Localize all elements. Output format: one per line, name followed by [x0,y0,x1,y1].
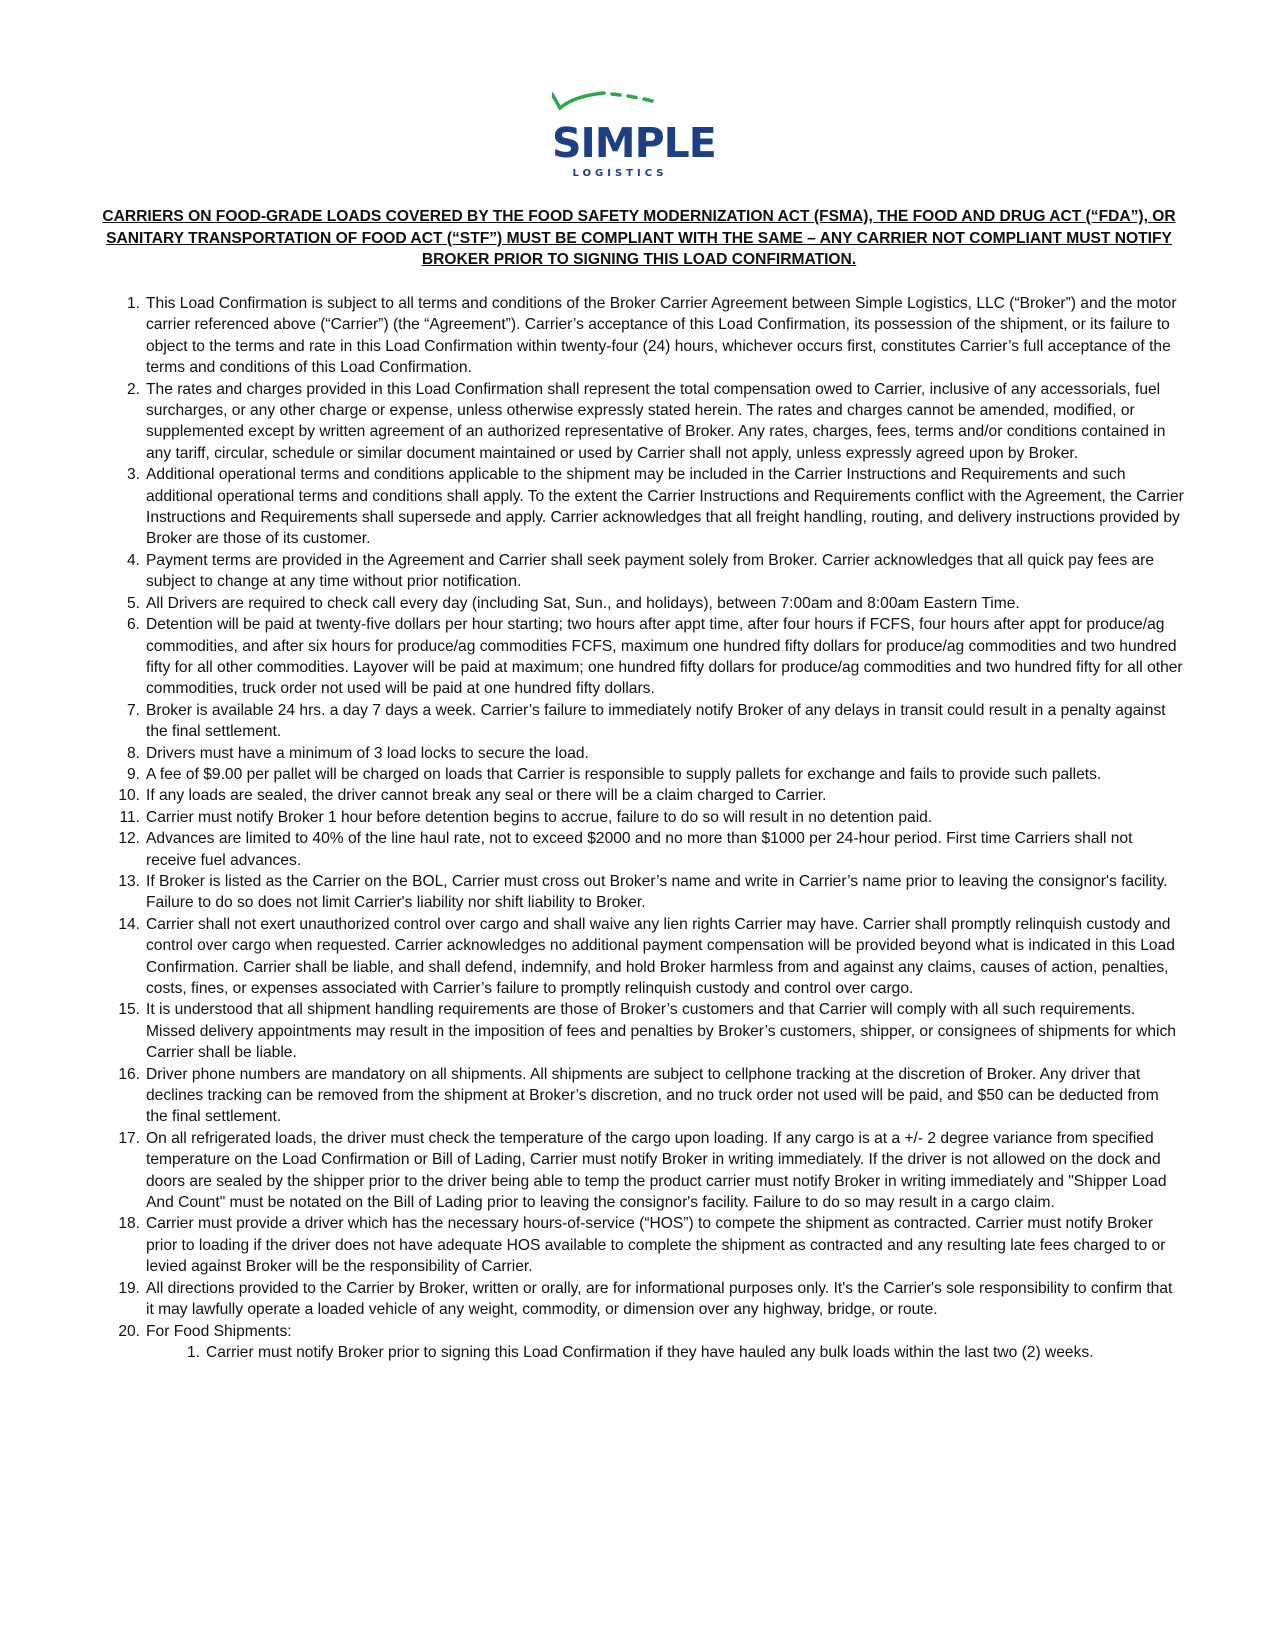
term-text: Carrier must provide a driver which has the necessary hours-of-service (“HOS”) to compete the shipment as contracted. Carrier must notify Broker prior to loading if the driver does not have adequate HOS available to complete the shipment as contracted and any resulting late fees charged to or levied against Broker will be the responsibility of Carrier. [146,1215,1166,1276]
term-number: 19. [118,1279,140,1297]
term-number: 7. [126,701,140,719]
simple-logistics-logo [552,88,716,190]
term-number: 16. [118,1065,140,1083]
term-text: Detention will be paid at twenty-five dollars per hour starting; two hours after appt time, after four hours if FCFS, four hours after appt for produce/ag commodities, and after six hours for produce/ag commodities FCFS, maximum one hundred fifty dollars for produce/ag commodities and two hundred fifty for all other commodities. Layover will be paid at maximum; one hundred fifty dollars for produce/ag commodities and two hundred fifty for all other commodities, truck order not used will be paid at one hundred fifty dollars. [146,616,1183,698]
term-item [92,293,1184,379]
term-number: 5. [126,594,140,612]
term-item [92,1213,1184,1277]
logo-wordmark: SIMPLE [552,119,716,167]
sub-term-text: Carrier must notify Broker prior to signing this Load Confirmation if they have hauled any bulk loads within the last two (2) weeks. [206,1343,1094,1361]
term-item [92,785,1184,806]
compliance-heading: CARRIERS ON FOOD-GRADE LOADS COVERED BY THE FOOD SAFETY MODERNIZATION ACT (FSMA), THE FOOD AND DRUG ACT (“FDA”), OR SANITARY TRANSPORTATION OF FOOD ACT (“STF”) MUST BE COMPLIANT WITH THE SAME – ANY CARRIER NOT COMPLIANT MUST NOTIFY BROKER PRIOR TO SIGNING THIS LOAD CONFIRMATION. [102,208,1176,268]
term-item [92,614,1184,700]
logo-tagline: LOGISTICS [572,168,668,179]
term-item [92,464,1184,550]
term-text: A fee of $9.00 per pallet will be charged on loads that Carrier is responsible to supply pallets for exchange and fails to provide such pallets. [146,765,1102,783]
term-number: 9. [126,765,140,783]
term-number: 13. [118,872,140,890]
term-text: Driver phone numbers are mandatory on all shipments. All shipments are subject to cellphone tracking at the discretion of Broker. Any driver that declines tracking can be removed from the shipment at Broker’s discretion, and no truck order not used will be paid, and $50 can be deducted from the final settlement. [146,1065,1159,1126]
term-item [92,764,1184,785]
term-number: 8. [126,744,140,762]
term-item [92,828,1184,871]
term-text: It is understood that all shipment handling requirements are those of Broker’s customers and that Carrier will comply with all such requirements. Missed delivery appointments may result in the imposition of fees and penalties by Broker’s customers, shipper, or consignees of shipments for which Carrier shall be liable. [146,1001,1176,1062]
term-number: 15. [118,1001,140,1019]
term-item [92,1128,1184,1214]
term-text: All Drivers are required to check call every day (including Sat, Sun., and holidays), between 7:00am and 8:00am Eastern Time. [146,594,1020,612]
term-text: If any loads are sealed, the driver cannot break any seal or there will be a claim charged to Carrier. [146,787,827,805]
term-number: 1. [126,295,140,312]
term-number: 18. [118,1215,140,1233]
term-text: Broker is available 24 hrs. a day 7 days a week. Carrier’s failure to immediately notify Broker of any delays in transit could result in a penalty against the final settlement. [146,701,1166,741]
term-item [92,871,1184,914]
term-item [92,550,1184,593]
sub-terms-list [146,1342,1184,1363]
term-text: For Food Shipments: [146,1322,292,1340]
term-item [92,1278,1184,1321]
term-item [92,1064,1184,1128]
sub-term-item [146,1342,1184,1363]
term-number: 2. [126,380,140,398]
term-text: This Load Confirmation is subject to all terms and conditions of the Broker Carrier Agreement between Simple Logistics, LLC (“Broker”) and the motor carrier referenced above (“Carrier”) (the “Agreement”). Carrier’s acceptance of this Load Confirmation, its possession of the shipment, or its failure to object to the terms and rate in this Load Confirmation within twenty-four (24) hours, whichever occurs first, constitutes Carrier’s full acceptance of the terms and conditions of this Load Confirmation. [146,295,1177,377]
term-item [92,807,1184,828]
term-number: 4. [126,551,140,569]
term-item [92,1321,1184,1364]
term-text: Advances are limited to 40% of the line haul rate, not to exceed $2000 and no more than $1000 per 24-hour period. First time Carriers shall not receive fuel advances. [146,830,1133,869]
term-text: Additional operational terms and conditions applicable to the shipment may be included in the Carrier Instructions and Requirements and such additional operational terms and conditions shall apply. To the extent the Carrier Instructions and Requirements conflict with the Agreement, the Carrier Instructions and Requirements shall supersede and apply. Carrier acknowledges that all freight handling, routing, and delivery instructions provided by Broker are those of its customer. [146,466,1184,548]
term-item [92,593,1184,614]
term-item [92,700,1184,743]
term-item [92,379,1184,465]
term-item [92,914,1184,1000]
term-number: 6. [126,616,140,634]
term-text: Carrier must notify Broker 1 hour before detention begins to accrue, failure to do so will result in no detention paid. [146,808,933,826]
term-text: On all refrigerated loads, the driver must check the temperature of the cargo upon loading. If any cargo is at a +/- 2 degree variance from specified temperature on the Load Confirmation or Bill of Lading, Carrier must notify Broker in writing immediately. If the driver is not allowed on the dock and doors are sealed by the shipper prior to the driver being able to temp the product carrier must notify Broker in writing immediately and "Shipper Load And Count" must be notated on the Bill of Lading prior to leaving the consignor's facility. Failure to do so may result in a cargo claim. [146,1129,1167,1212]
term-number: 3. [126,466,140,484]
term-number: 12. [118,830,140,848]
term-text: The rates and charges provided in this Load Confirmation shall represent the total compensation owed to Carrier, inclusive of any accessorials, fuel surcharges, or any other charge or expense, unless otherwise expressly stated herein. The rates and charges cannot be amended, modified, or supplemented except by written agreement of an authorized representative of Broker. Any rates, charges, fees, terms and/or conditions contained in any tariff, circular, schedule or similar document maintained or used by Carrier shall not apply, unless expressly agreed upon by Broker. [146,380,1166,462]
terms-list [92,293,1184,1363]
term-text: Drivers must have a minimum of 3 load locks to secure the load. [146,744,589,762]
term-item [92,743,1184,764]
term-text: If Broker is listed as the Carrier on the BOL, Carrier must cross out Broker’s name and write in Carrier’s name prior to leaving the consignor's facility. Failure to do so does not limit Carrier's liability nor shift liability to Broker. [146,872,1168,912]
term-number: 10. [118,787,140,805]
term-item [92,999,1184,1063]
term-number: 14. [118,915,140,933]
term-text: Carrier shall not exert unauthorized control over cargo and shall waive any lien rights Carrier may have. Carrier shall promptly relinquish custody and control over cargo when requested. Carrier acknowledges no additional payment compensation will be provided beyond what is indicated in this Load Confirmation. Carrier shall be liable, and shall defend, indemnify, and hold Broker harmless from and against any claims, causes of action, penalties, costs, fines, or expenses associated with Carrier’s failure to promptly relinquish custody and control over cargo. [146,915,1175,997]
term-text: Payment terms are provided in the Agreement and Carrier shall seek payment solely from Broker. Carrier acknowledges that all quick pay fees are subject to change at any time without prior notification. [146,551,1155,591]
term-number: 17. [118,1129,140,1147]
term-number: 11. [119,808,140,826]
sub-term-number: 1. [186,1343,200,1361]
term-number: 20. [118,1322,140,1340]
term-text: All directions provided to the Carrier by Broker, written or orally, are for informational purposes only. It's the Carrier's sole responsibility to confirm that it may lawfully operate a loaded vehicle of any weight, commodity, or dimension over any highway, bridge, or route. [146,1279,1173,1319]
